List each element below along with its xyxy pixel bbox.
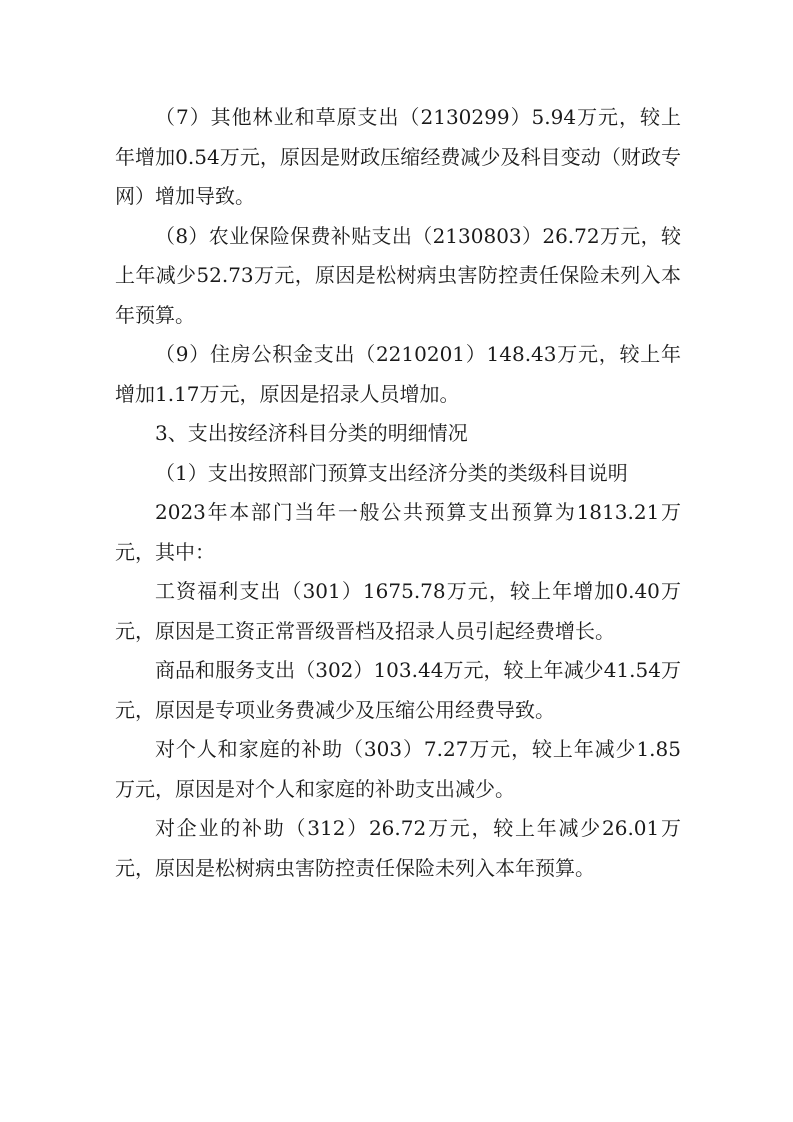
paragraph-total-budget: 2023年本部门当年一般公共预算支出预算为1813.21万元，其中：	[115, 500, 681, 564]
document-body	[115, 98, 681, 888]
paragraph-enterprise-subsidy: 对企业的补助（312）26.72万元，较上年减少26.01万元，原因是松树病虫害防控责任保险未列入本年预算。	[115, 816, 681, 880]
paragraph-housing-provident-fund: （9）住房公积金支出（2210201）148.43万元，较上年增加1.17万元，原因是招录人员增加。	[115, 342, 681, 406]
paragraph-agricultural-insurance-subsidy: （8）农业保险保费补贴支出（2130803）26.72万元，较上年减少52.73万元，原因是松树病虫害防控责任保险未列入本年预算。	[115, 223, 681, 327]
section-heading-economic-classification: 3、支出按经济科目分类的明细情况	[155, 421, 468, 445]
paragraph-wages-welfare: 工资福利支出（301）1675.78万元，较上年增加0.40万元，原因是工资正常晋级晋档及招录人员引起经费增长。	[115, 579, 681, 643]
paragraph-forestry-grassland-expense: （7）其他林业和草原支出（2130299）5.94万元，较上年增加0.54万元，原因是财政压缩经费减少及科目变动（财政专网）增加导致。	[115, 105, 681, 208]
subsection-heading-class-level-items: （1）支出按照部门预算支出经济分类的类级科目说明	[155, 460, 628, 485]
paragraph-individual-household-subsidy: 对个人和家庭的补助（303）7.27万元，较上年减少1.85万元，原因是对个人和家庭的补助支出减少。	[115, 737, 681, 801]
paragraph-goods-services: 商品和服务支出（302）103.44万元，较上年减少41.54万元，原因是专项业务费减少及压缩公用经费导致。	[115, 658, 681, 722]
